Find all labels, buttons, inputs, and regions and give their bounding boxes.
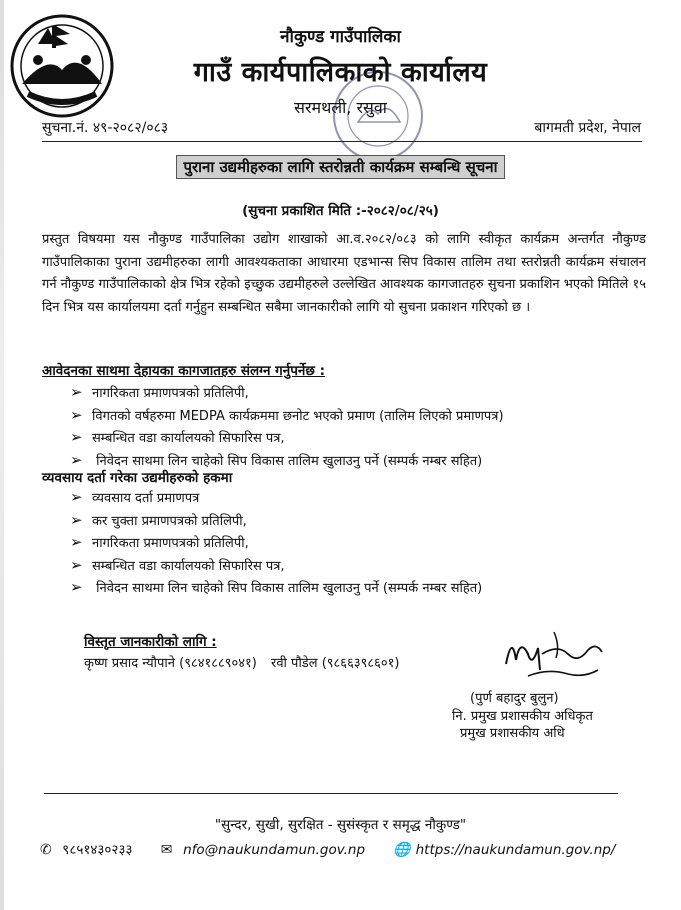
list-item: ➢ सम्बन्धित वडा कार्यालयको सिफारिस पत्र, <box>70 554 482 577</box>
municipality-name: नौकुण्ड गाउँपालिका <box>280 27 401 47</box>
arrow-bullet-icon: ➢ <box>70 450 83 469</box>
section2-list <box>70 486 482 599</box>
list-item: ➢ नागरिकता प्रमाणपत्रको प्रतिलिपी, <box>70 531 482 554</box>
header-divider <box>42 141 642 142</box>
email-icon: ✉ <box>160 842 173 858</box>
list-item: ➢ निवेदन साथमा लिन चाहेको सिप विकास तालिम खुलाउनु पर्ने (सम्पर्क नम्बर सहित) <box>70 576 482 599</box>
list-item: ➢ निवेदन साथमा लिन चाहेको सिप विकास तालिम खुलाउनु पर्ने (सम्पर्क नम्बर सहित) <box>70 449 504 472</box>
arrow-bullet-icon: ➢ <box>70 488 83 506</box>
arrow-bullet-icon: ➢ <box>70 533 83 551</box>
arrow-bullet-icon: ➢ <box>70 383 83 401</box>
section1-list <box>70 381 504 471</box>
list-item: ➢ सम्बन्धित वडा कार्यालयको सिफारिस पत्र, <box>70 426 504 449</box>
section1-heading: आवेदनका साथमा देहायका कागजातहरु संलग्न गर्नुपर्नेछ : <box>42 363 325 379</box>
section2-heading: व्यवसाय दर्ता गरेका उद्यमीहरुको हकमा <box>42 470 233 486</box>
signatory-title: नि. प्रमुख प्रशासकीय अधिकृत <box>452 709 593 724</box>
notice-subject: पुराना उद्यमीहरुका लागि स्तरोन्नती कार्यक्रम सम्बन्धि सूचना <box>176 155 504 179</box>
scan-edge <box>0 0 4 910</box>
contact-person-1: कृष्ण प्रसाद न्यौपाने (९८४१८८९०४१) <box>84 656 257 671</box>
office-title: गाउँ कार्यपालिकाको कार्यालय <box>193 57 488 88</box>
notice-reference-number: सुचना.नं. ४९-२०८२/०८३ <box>42 120 169 136</box>
contact-person-2: रवी पौडेल (९८६६३९८६०१) <box>271 656 400 671</box>
arrow-bullet-icon: ➢ <box>70 428 83 446</box>
signatory-title-secondary: प्रमुख प्रशासकीय अधि <box>460 726 565 741</box>
body-paragraph: प्रस्तुत विषयमा यस नौकुण्ड गाउँपालिका उद्योग शाखाको आ.व.२०८२/०८३ को लागि स्वीकृत कार्यक्रम अन्तर्गत नौकुण्ड गाउँपालिकाका पुराना उद्यमीहरुका लागी आवश्यकताका आधारमा एडभान्स सिप विकास तालिम तथा स्तरोन्नती कार्यक्रम संचालन गर्न नौकुण्ड गाउँपालिकाको क्षेत्र भित्र रहेको इच्छुक उद्यमीहरुले उल्लेखित आवश्यक कागजातहरु सुचना प्रकाशिन भएको मितिले १५ दिन भित्र यस कार्यालयमा दर्ता गर्नुहुन सम्बन्धित सबैमा जानकारीको लागि यो सुचना प्रकाशन गरिएको छ । <box>42 232 646 315</box>
footer-email[interactable]: ✉ nfo@naukundamun.gov.np <box>160 842 366 858</box>
footer-phone: ✆ ९८५१४३०२३३ <box>40 842 133 858</box>
arrow-bullet-icon: ➢ <box>70 555 83 574</box>
footer-divider <box>44 793 618 794</box>
footer-contacts <box>40 840 639 858</box>
arrow-bullet-icon: ➢ <box>70 405 83 424</box>
globe-icon: 🌐 <box>393 842 411 858</box>
signatory-name: (पुर्ण बहादुर बुलुन) <box>470 691 559 706</box>
list-item: ➢ नागरिकता प्रमाणपत्रको प्रतिलिपी, <box>70 381 504 404</box>
contact-heading: विस्तृत जानकारीको लागि : <box>84 634 217 650</box>
footer-website[interactable]: 🌐 https://naukundamun.gov.np/ <box>393 842 616 858</box>
handwritten-signature <box>498 624 608 688</box>
arrow-bullet-icon: ➢ <box>70 578 83 596</box>
list-item: ➢ कर चुक्ता प्रमाणपत्रको प्रतिलिपी, <box>70 509 482 532</box>
province-name: बागमती प्रदेश, नेपाल <box>534 120 641 136</box>
arrow-bullet-icon: ➢ <box>70 510 83 529</box>
municipality-motto: "सुन्दर, सुखी, सुरक्षित - सुसंस्कृत र समृद्ध नौकुण्ड" <box>214 817 467 833</box>
office-address: सरमथली, रसुवा <box>294 98 387 117</box>
list-item: ➢ व्यवसाय दर्ता प्रमाणपत्र <box>70 486 482 509</box>
contact-line <box>84 653 409 671</box>
phone-icon: ✆ <box>40 842 52 858</box>
publish-date: (सुचना प्रकाशित मिति :-२०८२/०८/२५) <box>242 203 439 219</box>
list-item: ➢ विगतको वर्षहरुमा MEDPA कार्यक्रममा छनोट भएको प्रमाण (तालिम लिएको प्रमाणपत्र) <box>70 404 504 427</box>
subject-container <box>0 155 681 179</box>
